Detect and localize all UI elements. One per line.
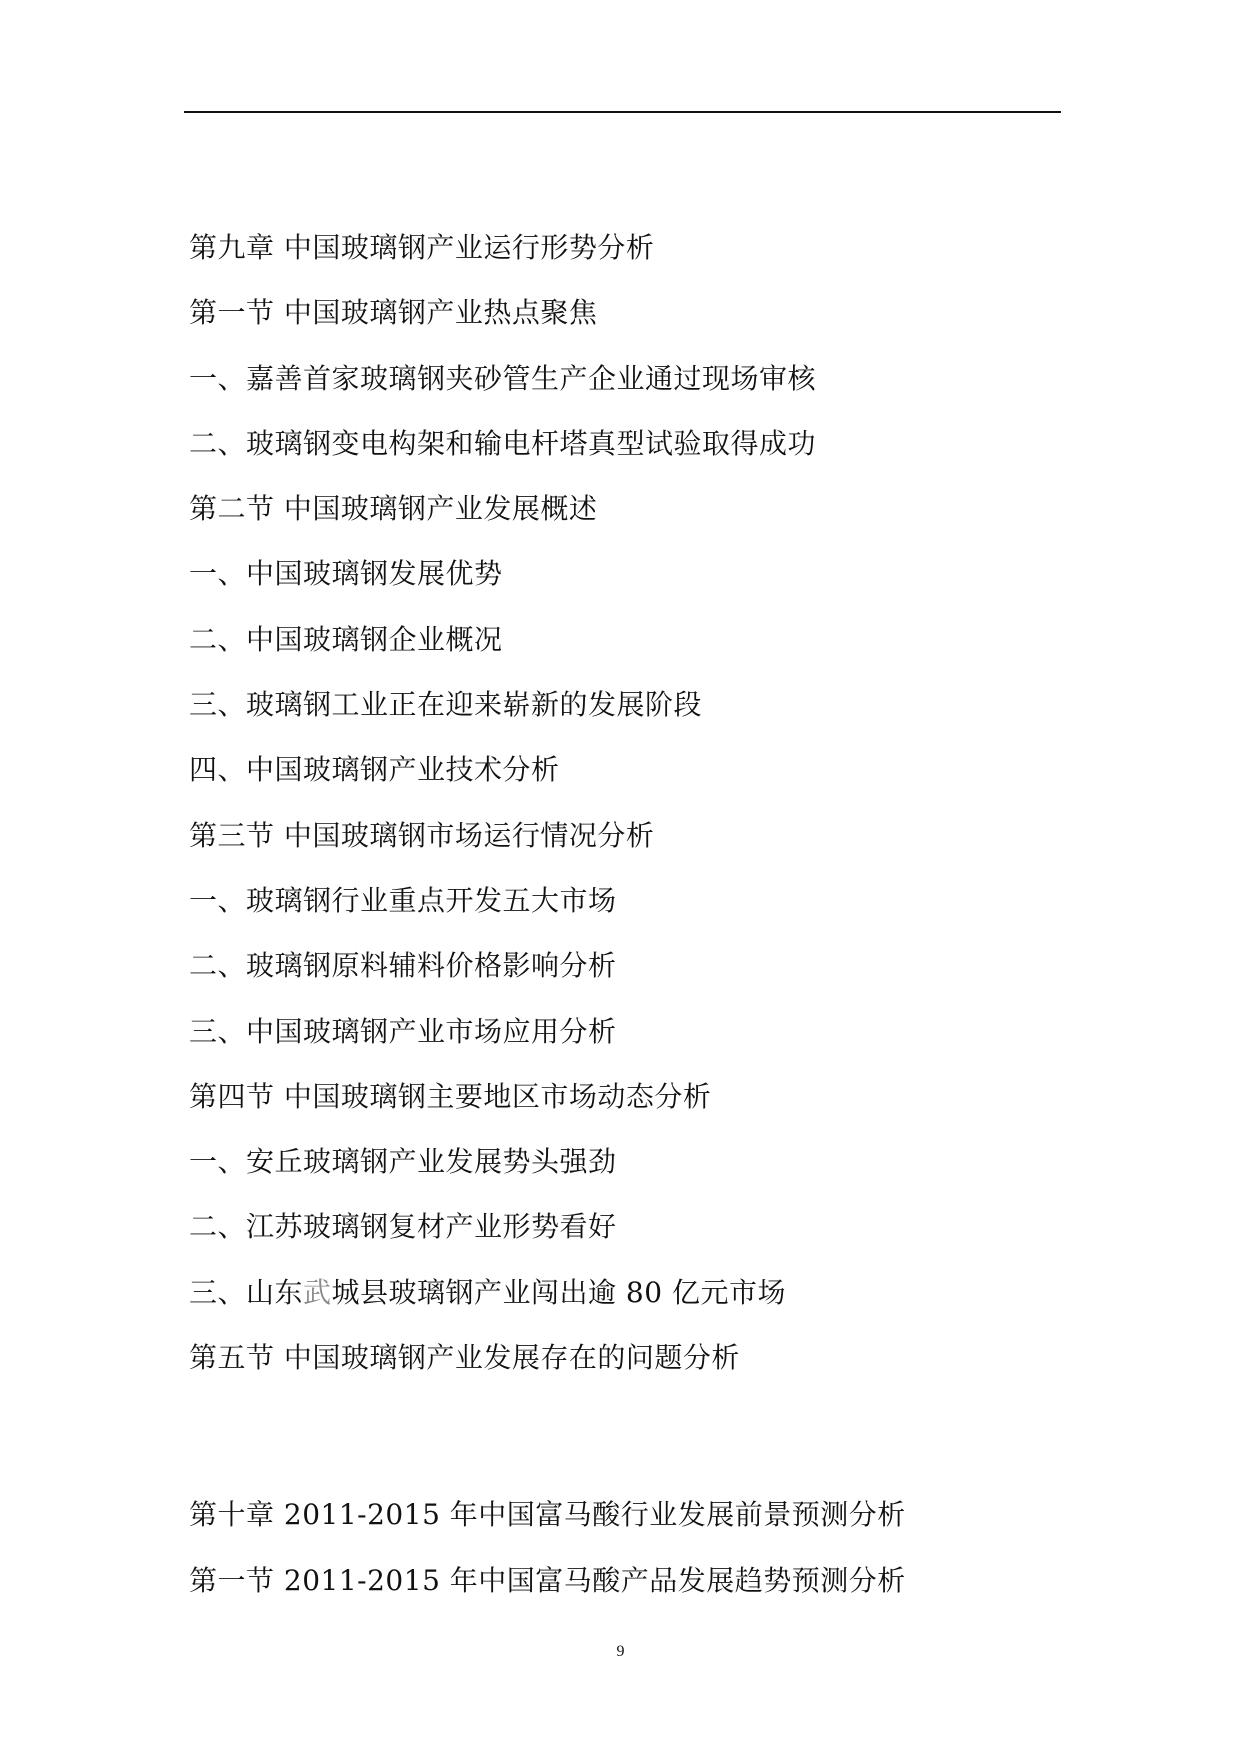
- chapter-heading: 第九章 中国玻璃钢产业运行形势分析: [189, 231, 655, 264]
- grey-marked-character: 武: [303, 1275, 332, 1309]
- toc-item: 四、中国玻璃钢产业技术分析: [189, 753, 560, 787]
- section-heading: 第一节 2011-2015 年中国富马酸产品发展趋势预测分析: [189, 1563, 906, 1597]
- toc-item-text-after: 城县玻璃钢产业闯出逾 80 亿元市场: [331, 1275, 786, 1309]
- toc-item: 一、中国玻璃钢发展优势: [189, 557, 503, 591]
- page-number: 9: [616, 1643, 625, 1660]
- section-heading: 第三节 中国玻璃钢市场运行情况分析: [189, 818, 655, 852]
- section-heading: 第五节 中国玻璃钢产业发展存在的问题分析: [189, 1341, 740, 1375]
- header-rule: [184, 111, 1061, 113]
- toc-item: 一、安丘玻璃钢产业发展势头强劲: [189, 1145, 617, 1179]
- toc-item: 二、玻璃钢变电构架和输电杆塔真型试验取得成功: [189, 426, 817, 460]
- toc-item: 二、江苏玻璃钢复材产业形势看好: [189, 1210, 617, 1244]
- toc-item: 三、玻璃钢工业正在迎来崭新的发展阶段: [189, 688, 703, 722]
- toc-item: 二、中国玻璃钢企业概况: [189, 622, 503, 656]
- section-heading: 第二节 中国玻璃钢产业发展概述: [189, 492, 598, 526]
- chapter-heading: 第十章 2011-2015 年中国富马酸行业发展前景预测分析: [189, 1498, 906, 1532]
- toc-item: 三、中国玻璃钢产业市场应用分析: [189, 1014, 617, 1048]
- section-heading: 第四节 中国玻璃钢主要地区市场动态分析: [189, 1079, 712, 1113]
- toc-item: 一、嘉善首家玻璃钢夹砂管生产企业通过现场审核: [189, 361, 817, 395]
- toc-item: [189, 1273, 1089, 1338]
- table-of-contents: [189, 228, 1089, 1626]
- toc-item: 二、玻璃钢原料辅料价格影响分析: [189, 949, 617, 983]
- section-heading: 第一节 中国玻璃钢产业热点聚焦: [189, 296, 598, 330]
- toc-item-text-before: 三、山东: [189, 1275, 304, 1309]
- chapter-gap: [189, 1403, 1089, 1495]
- toc-item: 一、玻璃钢行业重点开发五大市场: [189, 883, 617, 917]
